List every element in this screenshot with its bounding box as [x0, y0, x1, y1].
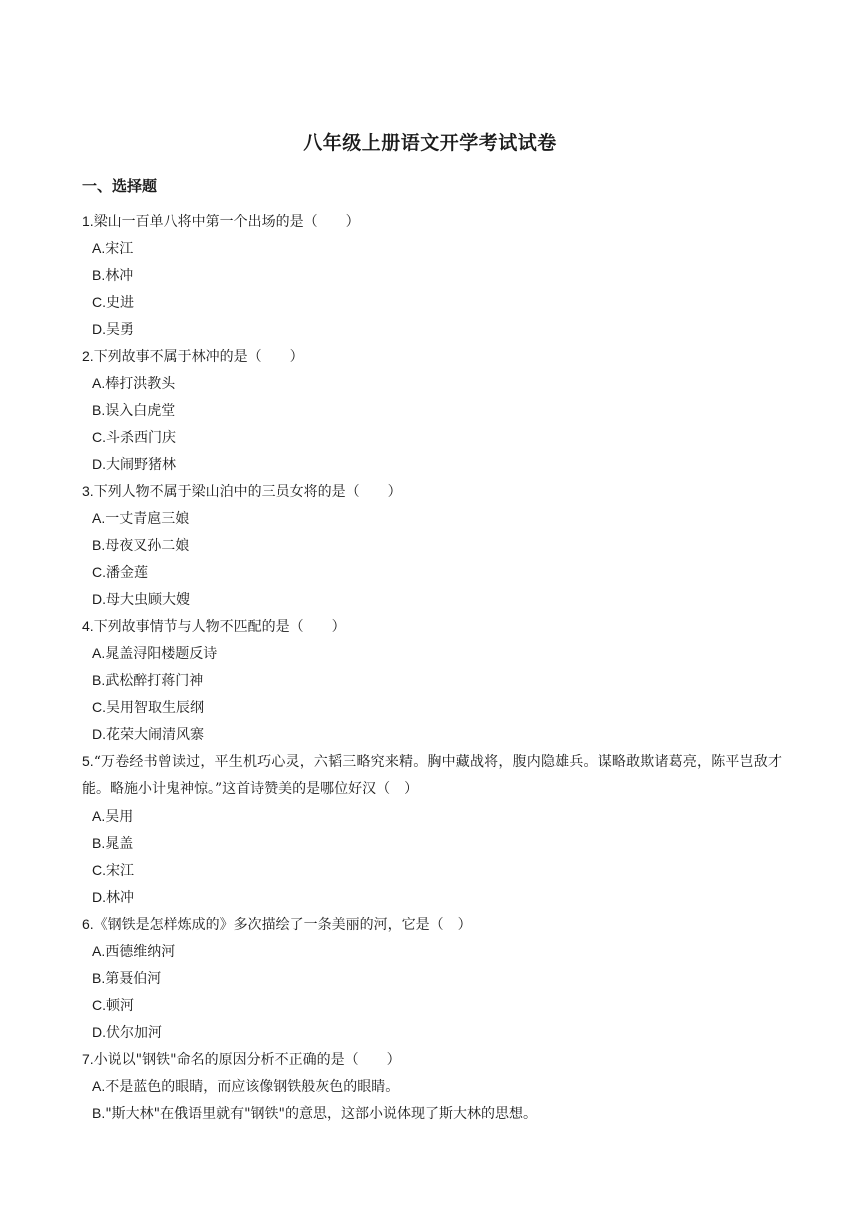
question-text: 《钢铁是怎样炼成的》多次描绘了一条美丽的河，它是（ ） — [93, 917, 472, 933]
option-letter: D. — [92, 726, 106, 742]
question-7 — [82, 1046, 782, 1127]
option-letter: A. — [92, 1078, 106, 1094]
option-text: 一丈青扈三娘 — [105, 511, 190, 527]
question-text: 下列故事情节与人物不匹配的是（ ） — [93, 619, 346, 635]
option-text: 宋江 — [106, 863, 134, 879]
question-number: 4. — [82, 618, 94, 634]
option-a — [82, 1073, 782, 1100]
question-text: 梁山一百单八将中第一个出场的是（ ） — [93, 214, 360, 230]
question-text: 下列人物不属于梁山泊中的三员女将的是（ ） — [93, 484, 402, 500]
question-stem — [82, 478, 782, 505]
question-6 — [82, 911, 782, 1046]
option-a — [82, 370, 782, 397]
question-stem — [82, 208, 782, 235]
question-2 — [82, 343, 782, 478]
question-text: 小说以"钢铁"命名的原因分析不正确的是（ ） — [93, 1052, 401, 1068]
section-heading: 一、选择题 — [82, 177, 158, 195]
option-letter: D. — [92, 889, 106, 905]
option-letter: C. — [92, 564, 106, 580]
option-c — [82, 559, 782, 586]
option-letter: B. — [92, 267, 106, 283]
option-letter: C. — [92, 699, 106, 715]
option-text: 大闹野猪林 — [106, 457, 176, 473]
question-5 — [82, 748, 782, 911]
option-c — [82, 694, 782, 721]
option-c — [82, 992, 782, 1019]
question-number: 2. — [82, 348, 94, 364]
option-text: 林冲 — [106, 890, 134, 906]
option-c — [82, 424, 782, 451]
option-letter: D. — [92, 591, 106, 607]
question-number: 7. — [82, 1051, 94, 1067]
option-b — [82, 532, 782, 559]
option-d — [82, 316, 782, 343]
option-text: 武松醉打蒋门神 — [105, 673, 204, 689]
option-b — [82, 667, 782, 694]
option-d — [82, 884, 782, 911]
option-b — [82, 397, 782, 424]
option-text: 宋江 — [105, 241, 134, 257]
question-text: 下列故事不属于林冲的是（ ） — [93, 349, 304, 365]
option-text: 林冲 — [105, 268, 134, 284]
question-3 — [82, 478, 782, 613]
option-d — [82, 1019, 782, 1046]
option-a — [82, 505, 782, 532]
question-number: 1. — [82, 213, 94, 229]
option-d — [82, 586, 782, 613]
option-a — [82, 640, 782, 667]
option-letter: B. — [92, 970, 106, 986]
option-text: "斯大林"在俄语里就有"钢铁"的意思，这部小说体现了斯大林的思想。 — [105, 1106, 537, 1122]
question-stem — [82, 613, 782, 640]
question-stem — [82, 748, 782, 803]
option-letter: A. — [92, 375, 106, 391]
option-letter: C. — [92, 429, 106, 445]
option-c — [82, 289, 782, 316]
option-text: 第聂伯河 — [105, 971, 162, 987]
option-letter: D. — [92, 456, 106, 472]
option-a — [82, 938, 782, 965]
option-letter: C. — [92, 862, 106, 878]
question-1 — [82, 208, 782, 343]
option-b — [82, 965, 782, 992]
option-b — [82, 830, 782, 857]
question-number: 6. — [82, 916, 94, 932]
option-letter: B. — [92, 1105, 106, 1121]
option-text: 花荣大闹清风寨 — [106, 727, 204, 743]
option-text: 棒打洪教头 — [105, 376, 176, 392]
option-text: 斗杀西门庆 — [106, 430, 176, 446]
option-letter: B. — [92, 537, 106, 553]
question-number: 5. — [82, 753, 94, 769]
option-text: 西德维纳河 — [105, 944, 176, 960]
option-text: 晁盖 — [105, 836, 134, 852]
option-text: 吴用 — [105, 809, 134, 825]
option-text: 顿河 — [106, 998, 134, 1014]
option-a — [82, 803, 782, 830]
question-text: “万卷经书曾读过，平生机巧心灵，六韬三略究来精。胸中藏战将，腹内隐雄兵。谋略敢欺诸葛亮，陈平岂敌才能。略施小计鬼神惊。”这首诗赞美的是哪位好汉（ ） — [82, 754, 782, 797]
question-list — [82, 208, 782, 1127]
option-text: 伏尔加河 — [106, 1025, 162, 1041]
option-text: 母大虫顾大嫂 — [106, 592, 190, 608]
option-text: 母夜叉孙二娘 — [105, 538, 190, 554]
option-text: 史进 — [106, 295, 134, 311]
option-letter: A. — [92, 943, 106, 959]
question-stem — [82, 343, 782, 370]
option-letter: D. — [92, 321, 106, 337]
question-stem — [82, 1046, 782, 1073]
question-stem — [82, 911, 782, 938]
question-4 — [82, 613, 782, 748]
option-text: 不是蓝色的眼睛，而应该像钢铁般灰色的眼睛。 — [105, 1079, 400, 1095]
option-c — [82, 857, 782, 884]
option-letter: C. — [92, 997, 106, 1013]
option-letter: B. — [92, 672, 106, 688]
option-text: 误入白虎堂 — [105, 403, 176, 419]
option-letter: A. — [92, 645, 106, 661]
option-text: 晁盖浔阳楼题反诗 — [105, 646, 218, 662]
option-b — [82, 1100, 782, 1127]
option-text: 吴勇 — [106, 322, 134, 338]
option-b — [82, 262, 782, 289]
option-letter: B. — [92, 835, 106, 851]
option-letter: A. — [92, 808, 106, 824]
option-letter: A. — [92, 240, 106, 256]
page-title: 八年级上册语文开学考试试卷 — [303, 132, 557, 154]
option-text: 吴用智取生辰纲 — [106, 700, 204, 716]
option-d — [82, 721, 782, 748]
option-d — [82, 451, 782, 478]
question-number: 3. — [82, 483, 94, 499]
option-a — [82, 235, 782, 262]
option-letter: A. — [92, 510, 106, 526]
option-letter: C. — [92, 294, 106, 310]
option-letter: D. — [92, 1024, 106, 1040]
option-text: 潘金莲 — [106, 565, 148, 581]
option-letter: B. — [92, 402, 106, 418]
